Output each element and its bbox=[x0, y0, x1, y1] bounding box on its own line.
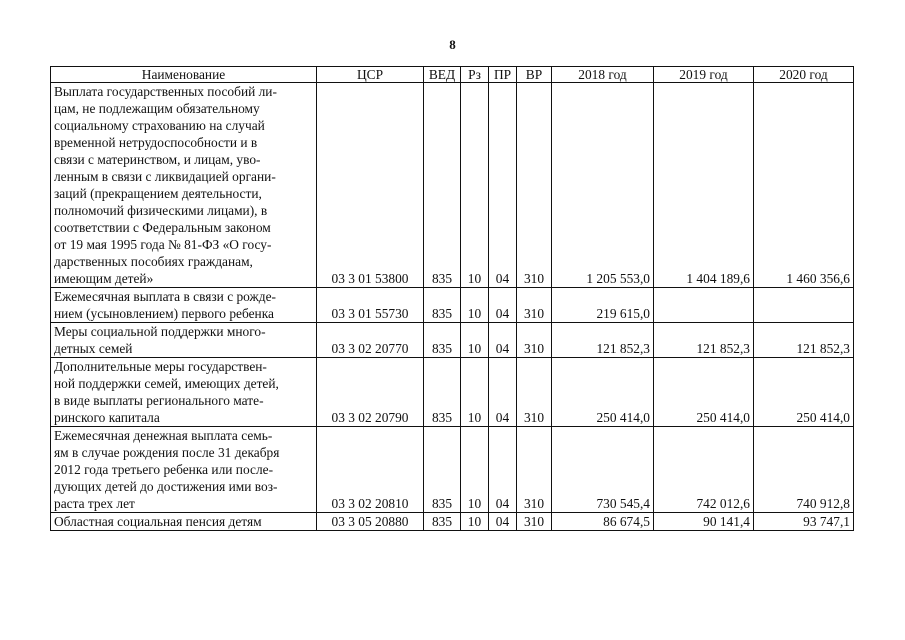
cell-name bbox=[51, 358, 317, 427]
table-row bbox=[51, 358, 854, 427]
cell-vr: 310 bbox=[517, 358, 552, 427]
name-line: раста трех лет bbox=[54, 496, 135, 511]
column-header-2018: 2018 год bbox=[552, 67, 654, 83]
cell-2019: 1 404 189,6 bbox=[654, 83, 754, 288]
name-line: дующих детей до достижения ими воз- bbox=[54, 479, 278, 494]
page-number: 8 bbox=[449, 37, 456, 52]
name-line: соответствии с Федеральным законом bbox=[54, 220, 271, 235]
cell-2018: 86 674,5 bbox=[552, 513, 654, 531]
cell-name bbox=[51, 288, 317, 323]
name-line: нием (усыновлением) первого ребенка bbox=[54, 306, 274, 321]
cell-2018: 219 615,0 bbox=[552, 288, 654, 323]
cell-pr: 04 bbox=[489, 288, 517, 323]
cell-ved: 835 bbox=[424, 427, 461, 513]
cell-rz: 10 bbox=[461, 427, 489, 513]
name-line: временной нетрудоспособности и в bbox=[54, 135, 258, 150]
name-line: Дополнительные меры государствен- bbox=[54, 359, 267, 374]
cell-2019: 121 852,3 bbox=[654, 323, 754, 358]
table-row bbox=[51, 427, 854, 513]
cell-vr: 310 bbox=[517, 513, 552, 531]
table-row bbox=[51, 83, 854, 288]
cell-pr: 04 bbox=[489, 358, 517, 427]
cell-rz: 10 bbox=[461, 288, 489, 323]
column-header-rz: Рз bbox=[461, 67, 489, 83]
name-line: полномочий физическими лицами), в bbox=[54, 203, 268, 218]
cell-2020: 1 460 356,6 bbox=[754, 83, 854, 288]
name-line: Меры социальной поддержки много- bbox=[54, 324, 266, 339]
cell-vr: 310 bbox=[517, 427, 552, 513]
column-header-pr: ПР bbox=[489, 67, 517, 83]
name-line: ной поддержки семей, имеющих детей, bbox=[54, 376, 279, 391]
cell-2018: 1 205 553,0 bbox=[552, 83, 654, 288]
name-line: 2012 года третьего ребенка или после- bbox=[54, 462, 274, 477]
cell-2020: 250 414,0 bbox=[754, 358, 854, 427]
cell-2020: 740 912,8 bbox=[754, 427, 854, 513]
cell-ved: 835 bbox=[424, 83, 461, 288]
name-line: от 19 мая 1995 года № 81-ФЗ «О госу- bbox=[54, 237, 272, 252]
cell-2019: 90 141,4 bbox=[654, 513, 754, 531]
cell-name bbox=[51, 323, 317, 358]
column-header-2020: 2020 год bbox=[754, 67, 854, 83]
name-line: ленным в связи с ликвидацией органи- bbox=[54, 169, 276, 184]
cell-pr: 04 bbox=[489, 323, 517, 358]
cell-2020: 93 747,1 bbox=[754, 513, 854, 531]
cell-ved: 835 bbox=[424, 288, 461, 323]
budget-table bbox=[50, 66, 854, 531]
cell-name bbox=[51, 513, 317, 531]
cell-vr: 310 bbox=[517, 288, 552, 323]
name-line: в виде выплаты регионального мате- bbox=[54, 393, 264, 408]
name-line: заций (прекращением деятельности, bbox=[54, 186, 262, 201]
cell-vr: 310 bbox=[517, 83, 552, 288]
cell-pr: 04 bbox=[489, 427, 517, 513]
cell-rz: 10 bbox=[461, 83, 489, 288]
table-row bbox=[51, 288, 854, 323]
name-line: детных семей bbox=[54, 341, 133, 356]
name-line: ям в случае рождения после 31 декабря bbox=[54, 445, 280, 460]
cell-ved: 835 bbox=[424, 323, 461, 358]
name-line: Областная социальная пенсия детям bbox=[54, 514, 262, 529]
cell-csr: 03 3 02 20770 bbox=[317, 323, 424, 358]
cell-csr: 03 3 05 20880 bbox=[317, 513, 424, 531]
column-header-2019: 2019 год bbox=[654, 67, 754, 83]
cell-2020 bbox=[754, 288, 854, 323]
name-line: цам, не подлежащим обязательному bbox=[54, 101, 260, 116]
cell-2018: 730 545,4 bbox=[552, 427, 654, 513]
column-header-name: Наименование bbox=[51, 67, 317, 83]
name-line: ринского капитала bbox=[54, 410, 160, 425]
column-header-ved: ВЕД bbox=[424, 67, 461, 83]
name-line: социальному страхованию на случай bbox=[54, 118, 265, 133]
cell-pr: 04 bbox=[489, 83, 517, 288]
cell-csr: 03 3 01 55730 bbox=[317, 288, 424, 323]
cell-rz: 10 bbox=[461, 513, 489, 531]
column-header-csr: ЦСР bbox=[317, 67, 424, 83]
cell-vr: 310 bbox=[517, 323, 552, 358]
cell-pr: 04 bbox=[489, 513, 517, 531]
cell-ved: 835 bbox=[424, 358, 461, 427]
cell-name bbox=[51, 83, 317, 288]
cell-csr: 03 3 01 53800 bbox=[317, 83, 424, 288]
name-line: Ежемесячная денежная выплата семь- bbox=[54, 428, 273, 443]
cell-2018: 250 414,0 bbox=[552, 358, 654, 427]
table-header-row bbox=[51, 67, 854, 83]
cell-name bbox=[51, 427, 317, 513]
cell-2020: 121 852,3 bbox=[754, 323, 854, 358]
table-body bbox=[51, 83, 854, 531]
name-line: Выплата государственных пособий ли- bbox=[54, 84, 277, 99]
name-line: имеющим детей» bbox=[54, 271, 154, 286]
name-line: дарственных пособиях гражданам, bbox=[54, 254, 253, 269]
table-row bbox=[51, 323, 854, 358]
cell-csr: 03 3 02 20790 bbox=[317, 358, 424, 427]
cell-2018: 121 852,3 bbox=[552, 323, 654, 358]
column-header-vr: ВР bbox=[517, 67, 552, 83]
cell-rz: 10 bbox=[461, 358, 489, 427]
cell-rz: 10 bbox=[461, 323, 489, 358]
name-line: Ежемесячная выплата в связи с рожде- bbox=[54, 289, 277, 304]
cell-csr: 03 3 02 20810 bbox=[317, 427, 424, 513]
cell-ved: 835 bbox=[424, 513, 461, 531]
cell-2019: 250 414,0 bbox=[654, 358, 754, 427]
cell-2019: 742 012,6 bbox=[654, 427, 754, 513]
name-line: связи с материнством, и лицам, уво- bbox=[54, 152, 261, 167]
table-row bbox=[51, 513, 854, 531]
cell-2019 bbox=[654, 288, 754, 323]
